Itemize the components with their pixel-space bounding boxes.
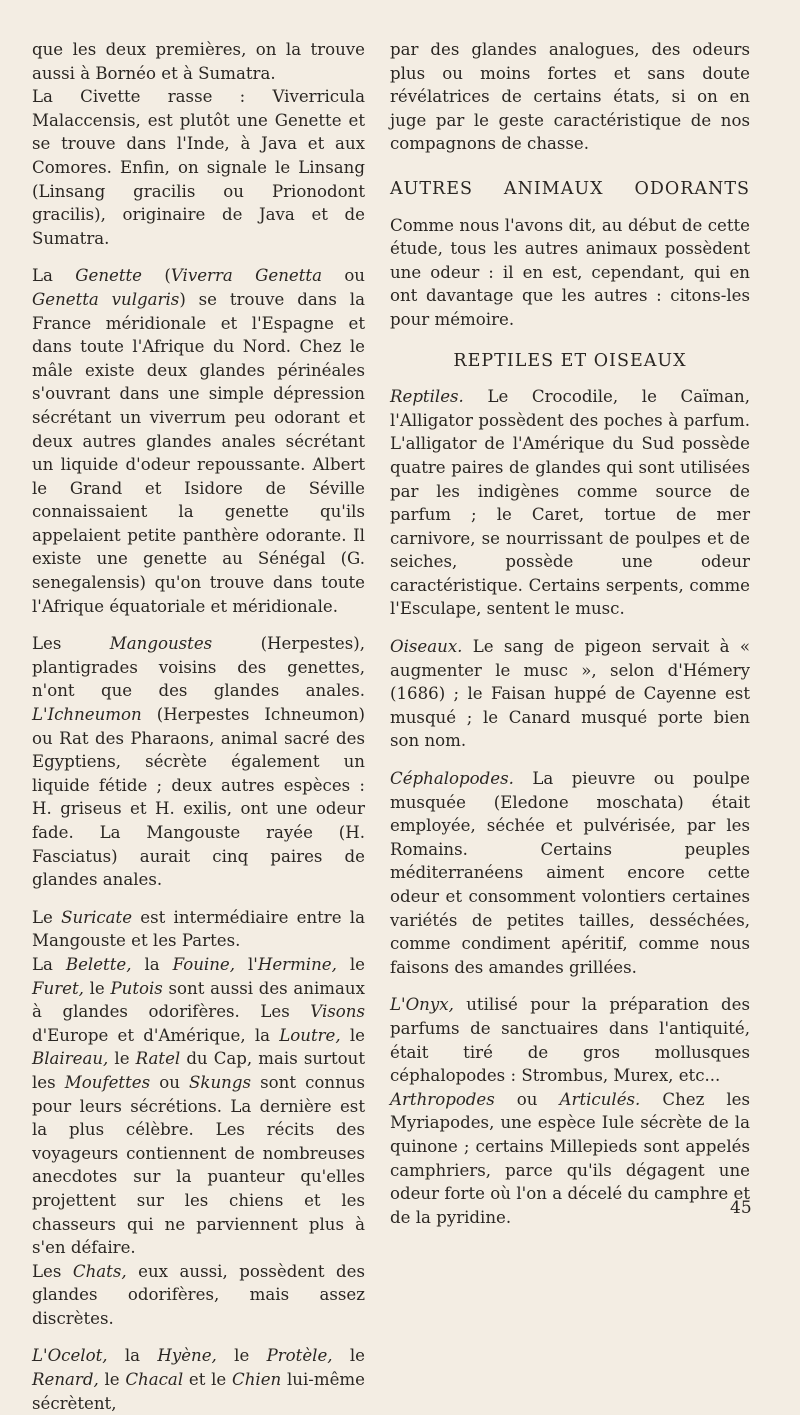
left-column <box>32 38 365 1415</box>
right-column <box>390 38 750 1229</box>
page-number: 45 <box>730 1198 752 1218</box>
paragraph-genette <box>32 264 365 618</box>
paragraph-cephalopodes <box>390 767 750 979</box>
text: (Herpestes Ichneumon) ou Rat des Pharaons, animal sacré des Egyptiens, sécrète également un liquide fétide ; deux autres espèces : H. griseus et H. exilis, ont une odeur fade. La Mangouste rayée (H. Fasciatus) aurait cinq paires de glandes anales. <box>32 705 365 890</box>
paragraph-onyx <box>390 993 750 1087</box>
italic-term: Genette <box>75 266 143 286</box>
italic-term: L'Ichneumon <box>32 705 142 725</box>
text: Le <box>32 907 62 927</box>
text: lui-même sécrètent, <box>32 1370 365 1413</box>
paragraph-text: Comme nous l'avons dit, au début de cette étude, tous les autres animaux possèdent une odeur : il en est, cependant, qui en ont davantage que les autres : citons-les pour mémoire. <box>390 215 750 329</box>
text: le <box>98 1370 126 1390</box>
text: La <box>32 954 66 974</box>
paragraph-chats <box>32 1260 365 1331</box>
italic-term: Skungs <box>189 1072 251 1092</box>
text: le <box>340 1025 365 1045</box>
text: Les <box>32 1261 73 1281</box>
text: Le sang de pigeon servait à « augmenter le musc », selon d'Hémery (1686) ; le Faisan huppé de Cayenne est musqué ; le Canard musqué porte bien son nom. <box>390 637 750 751</box>
paragraph-suricate <box>32 906 365 953</box>
paragraph <box>32 85 365 250</box>
section-heading-reptiles-oiseaux: REPTILES ET OISEAUX <box>453 350 687 371</box>
text: La <box>32 266 76 286</box>
text: l' <box>235 954 258 974</box>
italic-term: Genetta vulgaris <box>32 289 180 309</box>
text: Les <box>32 634 110 654</box>
italic-term: Ratel <box>135 1049 181 1069</box>
italic-term: Furet, <box>32 978 84 998</box>
text: sont aussi des animaux à glandes odorifères. Les <box>32 978 365 1022</box>
text: utilisé pour la préparation des parfums de sanctuaires dans l'antiquité, était tiré de gros mollusques céphalopodes : Strombus, Murex, etc... <box>390 995 750 1086</box>
paragraph-oiseaux <box>390 635 750 753</box>
italic-term: Hermine, <box>257 954 337 974</box>
text: la <box>131 954 173 974</box>
text: ou <box>150 1072 190 1092</box>
italic-term: Reptiles. <box>390 387 464 407</box>
italic-term: Céphalopodes. <box>390 769 514 789</box>
text: le <box>336 954 366 974</box>
paragraph-text: par des glandes analogues, des odeurs plus ou moins fortes et sans doute révélatrices de certains états, si on en juge par le geste caractéristique de nos compagnons de chasse. <box>390 40 750 154</box>
text: le <box>332 1346 365 1366</box>
text: le <box>83 978 111 998</box>
italic-term: Putois <box>110 978 163 998</box>
italic-term: Protèle, <box>266 1346 333 1366</box>
text: Chez les Myriapodes, une espèce Iule sécrète de la quinone ; certains Millepieds sont appelés camphriers, parce qu'ils dégagent une odeur forte où l'on a décelé du camphre et de la pyridine. <box>390 1089 750 1227</box>
italic-term: Hyène, <box>157 1346 217 1366</box>
text: le <box>108 1049 136 1069</box>
italic-term: Articulés. <box>559 1089 641 1109</box>
paragraph-text: que les deux premières, on la trouve aussi à Bornéo et à Sumatra. <box>32 40 365 83</box>
text: sont connus pour leurs sécrétions. La dernière est la plus célèbre. Les récits des voyageurs contiennent de nombreuses anecdotes sur la puanteur qu'elles projettent sur les chiens et les chasseurs qui ne parviennent plus à s'en défaire. <box>32 1072 365 1258</box>
italic-term: Arthropodes <box>390 1089 495 1109</box>
italic-term: Suricate <box>61 907 133 927</box>
paragraph <box>32 38 365 85</box>
section-heading-autres-animaux: AUTRES ANIMAUX ODORANTS <box>390 178 750 199</box>
italic-term: Blaireau, <box>32 1049 109 1069</box>
italic-term: Chacal <box>125 1370 184 1390</box>
text: ou <box>494 1089 560 1109</box>
text: ( <box>142 266 171 286</box>
text: la <box>107 1346 158 1366</box>
italic-term: Viverra Genetta <box>170 266 322 286</box>
italic-term: Renard, <box>32 1370 99 1390</box>
italic-term: Belette, <box>65 954 132 974</box>
italic-term: Mangoustes <box>109 634 213 654</box>
text: La pieuvre ou poulpe musquée (Eledone moschata) était employée, séchée et pulvérisée, par les Romains. Certains peuples méditerranéens aiment encore cette odeur et consomment volontiers certaines variétés de petites tailles, desséchées, comme condiment apéritif, comme nous faisons des amandes grillées. <box>390 769 750 977</box>
text: le <box>216 1346 267 1366</box>
paragraph-mangoustes <box>32 632 365 892</box>
italic-term: Visons <box>310 1002 365 1022</box>
text: d'Europe et d'Amérique, la <box>32 1025 280 1045</box>
italic-term: Chats, <box>72 1261 127 1281</box>
italic-term: Chien <box>232 1370 282 1390</box>
text: ou <box>321 266 365 286</box>
text: ) se trouve dans la France méridionale et l'Espagne et dans toute l'Afrique du Nord. Chez le mâle existe deux glandes périnéales s'ouvrant dans une simple dépression sécrétant un viverrum peu odorant et deux autres glandes anales sécrétant un liquide d'odeur repoussante. Albert le Grand et Isidore de Séville connaissaient la genette qu'ils appelaient petite panthère odorante. Il existe une genette au Sénégal (G. senegalensis) qu'on trouve dans toute l'Afrique équatoriale et méridionale. <box>32 289 365 616</box>
text: (Herpestes), plantigrades voisins des genettes, n'ont que des glandes anales. <box>32 634 365 701</box>
paragraph <box>390 214 750 332</box>
paragraph-text: La Civette rasse : Viverricula Malaccensis, est plutôt une Genette et se trouve dans l'Inde, à Java et aux Comores. Enfin, on signale le Linsang (Linsang gracilis ou Prionodont gracilis), originaire de Java et de Sumatra. <box>32 87 365 248</box>
italic-term: L'Ocelot, <box>32 1346 108 1366</box>
text: et le <box>183 1370 233 1390</box>
italic-term: Loutre, <box>279 1025 341 1045</box>
text: du Cap, mais surtout les <box>32 1049 365 1092</box>
paragraph-mustelides <box>32 953 365 1260</box>
text: Le Crocodile, le Caïman, l'Alligator possèdent des poches à parfum. L'alligator de l'Amérique du Sud possède quatre paires de glandes qui sont utilisées par les indigènes comme source de parfum ; le Caret, tortue de mer carnivore, se nourrissant de poulpes et de seiches, possède une odeur caractéristique. Certains serpents, comme l'Esculape, sentent le musc. <box>390 387 750 619</box>
italic-term: L'Onyx, <box>390 995 454 1015</box>
italic-term: Oiseaux. <box>390 637 463 657</box>
paragraph-arthropodes <box>390 1088 750 1230</box>
text: est intermédiaire entre la Mangouste et les Partes. <box>32 907 365 951</box>
paragraph <box>390 38 750 156</box>
italic-term: Fouine, <box>172 954 235 974</box>
italic-term: Moufettes <box>64 1072 151 1092</box>
text: eux aussi, possèdent des glandes odorifères, mais assez discrètes. <box>32 1261 365 1328</box>
paragraph-reptiles <box>390 385 750 621</box>
paragraph-ocelot <box>32 1344 365 1415</box>
